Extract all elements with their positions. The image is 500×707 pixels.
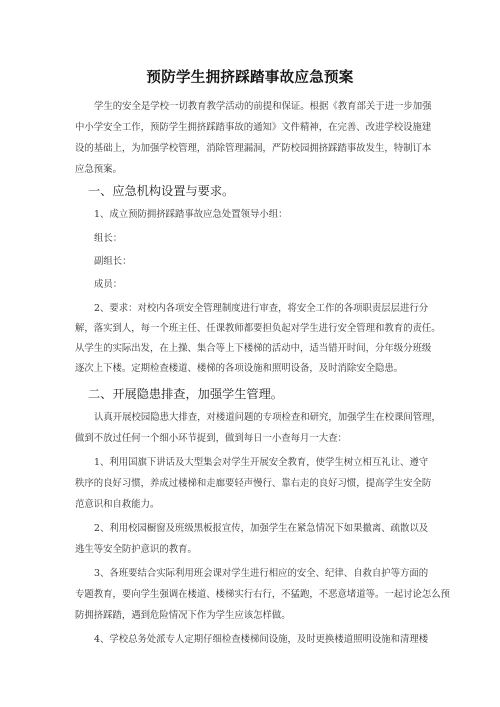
paragraph-line: 秩序的良好习惯，养成过楼梯和走廊要轻声慢行、靠右走的良好习惯，提高学生安全防 xyxy=(75,478,432,489)
paragraph-line: 解，落实到人，每一个班主任、任课教师都要担负起对学生进行安全管理和教育的责任。 xyxy=(75,323,441,334)
paragraph-line: 认真开展校园隐患大排查，对楼道问题的专项检查和研究，加强学生在校课间管理， xyxy=(94,412,441,423)
paragraph-line: 1、成立预防拥挤踩踏事故应急处置领导小组： xyxy=(94,209,288,220)
paragraph-line: 2、要求：对校内各项安全管理制度进行审查，将安全工作的各项职责层层进行分 xyxy=(94,303,429,314)
paragraph-line: 中小学安全工作，预防学生拥挤踩踏事故的通知》文件精神，在完善、改进学校设施建 xyxy=(75,122,432,133)
paragraph-line: 从学生的实际出发，在上操、集合等上下楼梯的活动中，适当错开时间，分年级分班级 xyxy=(75,343,432,354)
section-heading-1: 一、应急机构设置与要求。 xyxy=(88,184,235,198)
members-label: 成员： xyxy=(94,279,123,290)
paragraph-line: 范意识和自救能力。 xyxy=(75,499,160,510)
paragraph-line: 逃生等安全防护意识的教育。 xyxy=(75,544,197,555)
paragraph-line: 4、学校总务处派专人定期仔细检查楼梯间设施，及时更换楼道照明设施和清理楼 xyxy=(94,634,429,645)
leader-label: 组长： xyxy=(94,233,123,244)
paragraph-line: 设的基础上，为加强学校管理，消除管理漏洞，严防校园拥挤踩踏事故发生，特制订本 xyxy=(75,143,432,154)
document-title: 预防学生拥挤踩踏事故应急预案 xyxy=(146,70,354,86)
section-heading-2: 二、开展隐患排查，加强学生管理。 xyxy=(88,387,283,401)
paragraph-line: 应急预案。 xyxy=(75,164,122,175)
paragraph-line: 3、各班要结合实际利用班会课对学生进行相应的安全、纪律、自救自护等方面的 xyxy=(94,568,429,579)
paragraph-line: 防拥挤踩踏，遇到危险情况下作为学生应该怎样做。 xyxy=(75,610,291,621)
paragraph-line: 专题教育，要向学生强调在楼道、楼梯实行右行，不猛跑，不恶意堵道等。一起讨论怎么预 xyxy=(75,589,451,600)
paragraph-line: 2、利用校园橱窗及班级黑板报宣传，加强学生在紧急情况下如果撤离、疏散以及 xyxy=(94,523,429,534)
paragraph-line: 学生的安全是学校一切教育教学活动的前提和保证。根据《教育部关于进一步加强 xyxy=(94,101,432,112)
paragraph-line: 做到不放过任何一个细小环节捉到，做到每日一小查每月一大查： xyxy=(75,433,347,444)
paragraph-line: 逐次上下楼。定期检查楼道、楼梯的各项设施和照明设备，及时消除安全隐患。 xyxy=(75,363,404,374)
deputy-leader-label: 副组长： xyxy=(94,256,132,267)
paragraph-line: 1、利用国旗下讲话及大型集会对学生开展安全教育，使学生树立相互礼让、遵守 xyxy=(94,457,429,468)
